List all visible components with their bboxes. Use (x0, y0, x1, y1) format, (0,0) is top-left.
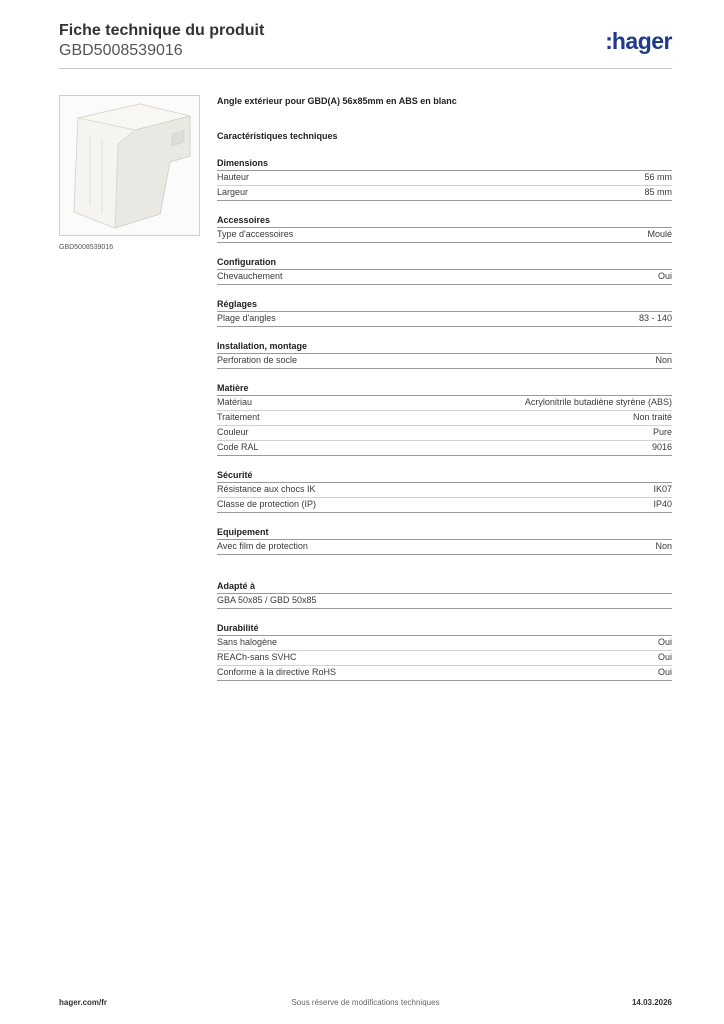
section-title: Réglages (217, 298, 672, 312)
spec-value: Moulé (647, 229, 672, 239)
spec-label: Plage d'angles (217, 313, 276, 323)
spec-label: Traitement (217, 412, 260, 422)
spec-row (217, 312, 672, 327)
spec-row (217, 651, 672, 666)
spec-value: Non (655, 541, 672, 551)
spec-value: Acrylonitrile butadiène styrène (ABS) (524, 397, 672, 407)
section-adapte (217, 580, 672, 609)
product-image (59, 95, 200, 236)
spec-row (217, 441, 672, 456)
page-header (59, 22, 672, 61)
spec-row (217, 354, 672, 369)
section-securite (217, 469, 672, 513)
header-divider (59, 68, 672, 69)
spec-label: Chevauchement (217, 271, 283, 281)
spec-content (217, 95, 672, 681)
spec-row (217, 666, 672, 681)
spec-value: Non traité (632, 412, 672, 422)
section-title: Installation, montage (217, 340, 672, 354)
spec-row (217, 186, 672, 201)
spec-row (217, 228, 672, 243)
spec-row (217, 498, 672, 513)
spec-value: 85 mm (644, 187, 672, 197)
section-configuration (217, 256, 672, 285)
spec-label: Résistance aux chocs IK (217, 484, 316, 494)
section-equipement (217, 526, 672, 555)
spec-value: IP40 (653, 499, 672, 509)
section-accessoires (217, 214, 672, 243)
spec-label: Code RAL (217, 442, 259, 452)
spec-value: 83 - 140 (638, 313, 672, 323)
spec-label: REACh-sans SVHC (217, 652, 297, 662)
spec-row (217, 540, 672, 555)
section-dimensions (217, 157, 672, 201)
spec-value: Oui (657, 652, 672, 662)
spec-value: Pure (652, 427, 672, 437)
footer-website-link[interactable]: hager.com/fr (59, 998, 108, 1007)
spec-value: Oui (657, 667, 672, 677)
spec-row (217, 594, 672, 609)
section-title: Accessoires (217, 214, 672, 228)
tech-heading: Caractéristiques techniques (217, 131, 338, 141)
spec-row (217, 483, 672, 498)
hager-logo (605, 28, 672, 55)
section-title: Sécurité (217, 469, 672, 483)
spec-row (217, 270, 672, 285)
section-reglages (217, 298, 672, 327)
spec-row (217, 171, 672, 186)
spec-label: GBA 50x85 / GBD 50x85 (217, 595, 317, 605)
spec-row (217, 411, 672, 426)
product-title: Angle extérieur pour GBD(A) 56x85mm en ABS en blanc (217, 96, 457, 106)
spec-row (217, 396, 672, 411)
section-installation (217, 340, 672, 369)
spec-value: 9016 (651, 442, 672, 452)
section-durabilite (217, 622, 672, 681)
section-title: Equipement (217, 526, 672, 540)
section-title: Adapté à (217, 580, 672, 594)
image-caption: GBD5008539016 (59, 244, 114, 251)
spec-value: Oui (657, 637, 672, 647)
spec-label: Hauteur (217, 172, 250, 182)
spec-label: Largeur (217, 187, 249, 197)
section-matiere (217, 382, 672, 456)
section-title: Configuration (217, 256, 672, 270)
spec-row (217, 636, 672, 651)
spec-value: Non (655, 355, 672, 365)
spec-label: Conforme à la directive RoHS (217, 667, 337, 677)
spec-value: Oui (657, 271, 672, 281)
product-angle-illustration (60, 96, 200, 236)
spec-value: IK07 (653, 484, 672, 494)
section-title: Durabilité (217, 622, 672, 636)
footer-disclaimer: Sous réserve de modifications techniques (291, 998, 440, 1007)
spec-label: Couleur (217, 427, 249, 437)
spec-row (217, 426, 672, 441)
footer-date: 14.03.2026 (631, 998, 672, 1007)
spec-label: Avec film de protection (217, 541, 308, 551)
section-title: Matière (217, 382, 672, 396)
spec-label: Classe de protection (IP) (217, 499, 317, 509)
document-title: Fiche technique du produit (59, 22, 265, 39)
section-title: Dimensions (217, 157, 672, 171)
spec-label: Sans halogène (217, 637, 278, 647)
spec-label: Type d'accessoires (217, 229, 294, 239)
logo-dots: : (605, 28, 611, 54)
product-reference: GBD5008539016 (59, 42, 183, 59)
spec-label: Matériau (217, 397, 253, 407)
spec-value: 56 mm (644, 172, 672, 182)
logo-text: hager (611, 28, 672, 54)
spec-label: Perforation de socle (217, 355, 298, 365)
